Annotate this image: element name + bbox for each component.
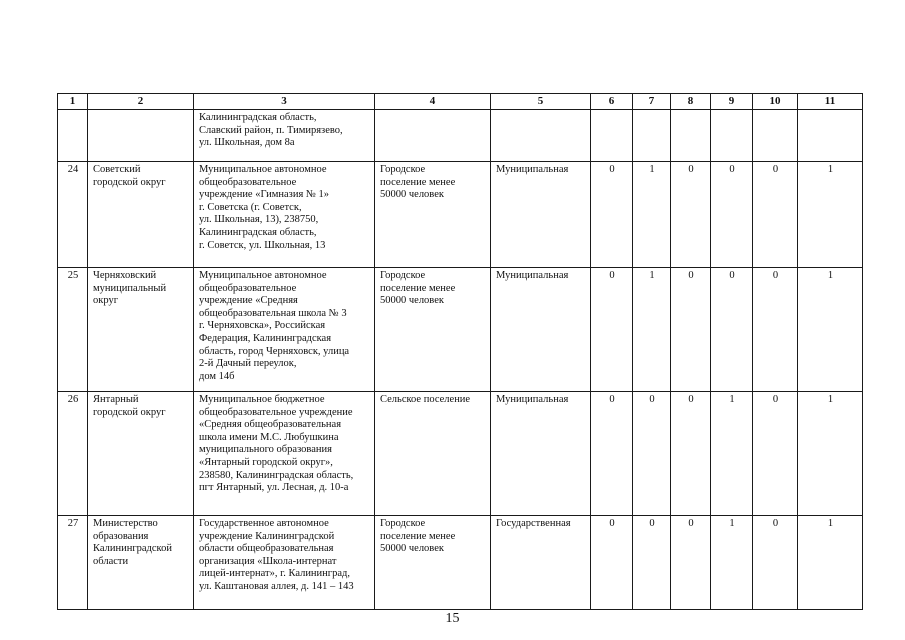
col-header: 6 bbox=[591, 94, 633, 110]
institution-line: г. Советска (г. Советск, bbox=[199, 201, 302, 213]
value-cell-6: 0 bbox=[591, 162, 633, 268]
municipality-line: Министерство bbox=[93, 518, 158, 529]
table-row bbox=[58, 110, 863, 162]
institution-line: Муниципальное бюджетное bbox=[199, 394, 325, 405]
value-cell-7: 1 bbox=[633, 268, 671, 392]
row-number bbox=[58, 110, 88, 162]
row-number: 25 bbox=[58, 268, 88, 392]
value-cell-9: 1 bbox=[711, 392, 753, 516]
settlement-line: поселение менее bbox=[380, 282, 456, 294]
value-cell-10: 0 bbox=[753, 392, 798, 516]
value-cell-8: 0 bbox=[671, 162, 711, 268]
institution-line: организация «Школа-интернат bbox=[199, 555, 337, 567]
institution-line: Федерация, Калининградская bbox=[199, 332, 332, 344]
institution-line: Калининградская область, bbox=[199, 226, 317, 238]
col-header: 5 bbox=[491, 94, 591, 110]
settlement-line: 50000 человек bbox=[380, 189, 444, 201]
col-header: 7 bbox=[633, 94, 671, 110]
value-cell-10: 0 bbox=[753, 162, 798, 268]
value-cell-11: 1 bbox=[798, 516, 863, 610]
value-cell-9 bbox=[711, 110, 753, 162]
institution-line: Калининградская область, bbox=[199, 112, 317, 123]
value-cell-6: 0 bbox=[591, 268, 633, 392]
institution-line: общеобразовательное bbox=[199, 282, 297, 294]
institution-line: дом 14б bbox=[199, 370, 235, 382]
value-cell-8 bbox=[671, 110, 711, 162]
municipality-line: городской округ bbox=[93, 176, 166, 188]
value-cell-9: 0 bbox=[711, 162, 753, 268]
institution-line: Муниципальное автономное bbox=[199, 270, 327, 281]
institution-line: общеобразовательное bbox=[199, 176, 297, 188]
value-cell-7: 0 bbox=[633, 516, 671, 610]
settlement-cell bbox=[375, 110, 491, 162]
municipality-line: Калининградской bbox=[93, 543, 172, 555]
value-cell-11: 1 bbox=[798, 162, 863, 268]
settlement-line: поселение менее bbox=[380, 530, 456, 542]
institution-line: общеобразовательная школа № 3 bbox=[199, 307, 347, 319]
value-cell-8: 0 bbox=[671, 268, 711, 392]
institution-line: учреждение Калининградской bbox=[199, 530, 335, 542]
institution-line: школа имени М.С. Любушкина bbox=[199, 431, 339, 443]
institution-line: ул. Школьная, дом 8а bbox=[199, 137, 295, 149]
col-header: 11 bbox=[798, 94, 863, 110]
municipality-line: области bbox=[93, 555, 129, 567]
settlement-line: 50000 человек bbox=[380, 543, 444, 555]
table-row bbox=[58, 268, 863, 392]
municipality-cell bbox=[88, 392, 194, 516]
col-header: 9 bbox=[711, 94, 753, 110]
value-cell-6: 0 bbox=[591, 392, 633, 516]
institution-line: лицей-интернат», г. Калининград, bbox=[199, 568, 350, 580]
page-number: 15 bbox=[445, 611, 460, 626]
value-cell-10 bbox=[753, 110, 798, 162]
value-cell-7 bbox=[633, 110, 671, 162]
institution-line: г. Советск, ул. Школьная, 13 bbox=[199, 239, 326, 251]
value-cell-11 bbox=[798, 110, 863, 162]
institution-cell bbox=[194, 268, 375, 392]
institution-line: Славский район, п. Тимирязево, bbox=[199, 124, 343, 136]
institution-line: области общеобразовательная bbox=[199, 543, 334, 555]
col-header: 8 bbox=[671, 94, 711, 110]
value-cell-10: 0 bbox=[753, 268, 798, 392]
value-cell-8: 0 bbox=[671, 516, 711, 610]
institution-line: Государственное автономное bbox=[199, 518, 329, 529]
institution-line: г. Черняховска», Российская bbox=[199, 320, 326, 332]
settlement-cell bbox=[375, 516, 491, 610]
settlement-cell bbox=[375, 392, 491, 516]
settlement-line: 50000 человек bbox=[380, 295, 444, 307]
value-cell-10: 0 bbox=[753, 516, 798, 610]
value-cell-11: 1 bbox=[798, 268, 863, 392]
municipality-cell bbox=[88, 162, 194, 268]
value-cell-6: 0 bbox=[591, 516, 633, 610]
institution-line: 2-й Дачный переулок, bbox=[199, 358, 297, 370]
settlement-line: Городское bbox=[380, 518, 426, 529]
row-number: 27 bbox=[58, 516, 88, 610]
institution-cell bbox=[194, 392, 375, 516]
ownership-cell: Муниципальная bbox=[491, 162, 591, 268]
institution-line: ул. Каштановая аллея, д. 141 – 143 bbox=[199, 580, 354, 592]
col-header: 2 bbox=[88, 94, 194, 110]
municipality-cell bbox=[88, 516, 194, 610]
ownership-cell: Муниципальная bbox=[491, 392, 591, 516]
municipality-line: Янтарный bbox=[93, 394, 139, 405]
settlement-line: Сельское поселение bbox=[380, 394, 471, 405]
municipality-line: образования bbox=[93, 530, 149, 542]
schools-table bbox=[57, 93, 863, 610]
col-header: 1 bbox=[58, 94, 88, 110]
value-cell-9: 0 bbox=[711, 268, 753, 392]
institution-line: «Янтарный городской округ», bbox=[199, 456, 333, 468]
header-row bbox=[58, 94, 863, 110]
row-number: 26 bbox=[58, 392, 88, 516]
settlement-cell bbox=[375, 162, 491, 268]
settlement-cell bbox=[375, 268, 491, 392]
table-row bbox=[58, 516, 863, 610]
institution-line: пгт Янтарный, ул. Лесная, д. 10-а bbox=[199, 482, 349, 494]
institution-line: муниципального образования bbox=[199, 444, 332, 456]
institution-line: Муниципальное автономное bbox=[199, 164, 327, 175]
institution-line: область, город Черняховск, улица bbox=[199, 345, 350, 357]
institution-line: учреждение «Гимназия № 1» bbox=[199, 189, 330, 201]
institution-line: учреждение «Средняя bbox=[199, 295, 298, 307]
value-cell-7: 1 bbox=[633, 162, 671, 268]
value-cell-9: 1 bbox=[711, 516, 753, 610]
value-cell-11: 1 bbox=[798, 392, 863, 516]
settlement-line: поселение менее bbox=[380, 176, 456, 188]
value-cell-8: 0 bbox=[671, 392, 711, 516]
municipality-cell bbox=[88, 110, 194, 162]
value-cell-6 bbox=[591, 110, 633, 162]
institution-line: общеобразовательное учреждение bbox=[199, 406, 353, 418]
municipality-line: округ bbox=[93, 295, 119, 307]
municipality-cell bbox=[88, 268, 194, 392]
institution-line: 238580, Калининградская область, bbox=[199, 469, 354, 481]
settlement-line: Городское bbox=[380, 164, 426, 175]
municipality-line: городской округ bbox=[93, 406, 166, 418]
institution-line: ул. Школьная, 13), 238750, bbox=[199, 214, 319, 226]
municipality-line: муниципальный bbox=[93, 282, 167, 294]
row-number: 24 bbox=[58, 162, 88, 268]
col-header: 10 bbox=[753, 94, 798, 110]
ownership-cell: Государственная bbox=[491, 516, 591, 610]
ownership-cell: Муниципальная bbox=[491, 268, 591, 392]
col-header: 3 bbox=[194, 94, 375, 110]
table-row bbox=[58, 162, 863, 268]
table-row bbox=[58, 392, 863, 516]
institution-cell bbox=[194, 162, 375, 268]
institution-cell bbox=[194, 110, 375, 162]
institution-cell bbox=[194, 516, 375, 610]
municipality-line: Черняховский bbox=[93, 270, 157, 281]
value-cell-7: 0 bbox=[633, 392, 671, 516]
col-header: 4 bbox=[375, 94, 491, 110]
settlement-line: Городское bbox=[380, 270, 426, 281]
institution-line: «Средняя общеобразовательная bbox=[199, 419, 342, 431]
municipality-line: Советский bbox=[93, 164, 141, 175]
ownership-cell bbox=[491, 110, 591, 162]
